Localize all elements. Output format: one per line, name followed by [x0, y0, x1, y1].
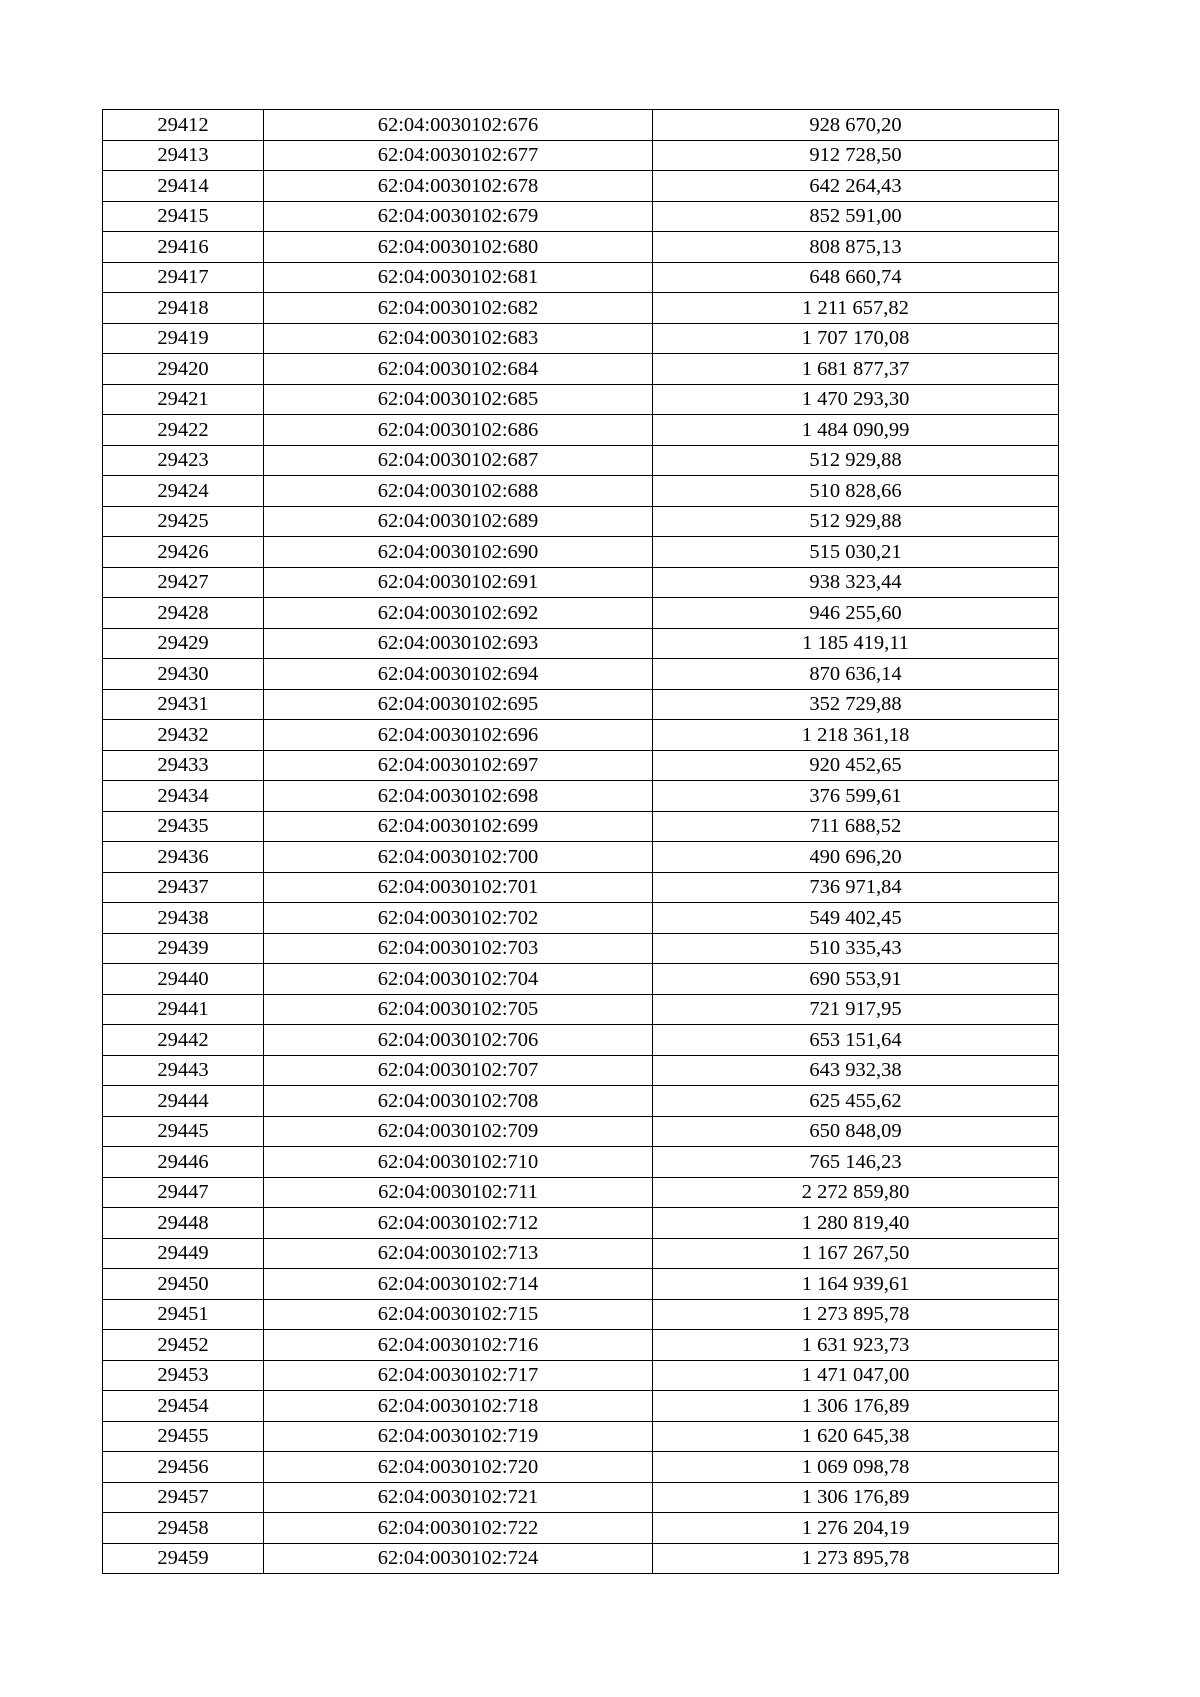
row-number-cell: 29440	[103, 964, 264, 995]
cadastral-number-cell: 62:04:0030102:677	[264, 140, 653, 171]
cadastral-value-cell: 376 599,61	[653, 781, 1059, 812]
row-number-cell: 29448	[103, 1208, 264, 1239]
table-row	[103, 323, 1059, 354]
cadastral-value-cell: 653 151,64	[653, 1025, 1059, 1056]
row-number-cell: 29432	[103, 720, 264, 751]
cadastral-number-cell: 62:04:0030102:684	[264, 354, 653, 385]
row-number-cell: 29427	[103, 567, 264, 598]
cadastral-number-cell: 62:04:0030102:705	[264, 994, 653, 1025]
table-row	[103, 933, 1059, 964]
row-number-cell: 29441	[103, 994, 264, 1025]
cadastral-number-cell: 62:04:0030102:685	[264, 384, 653, 415]
table-row	[103, 476, 1059, 507]
cadastral-value-cell: 1 273 895,78	[653, 1543, 1059, 1574]
cadastral-value-cell: 1 185 419,11	[653, 628, 1059, 659]
row-number-cell: 29439	[103, 933, 264, 964]
cadastral-number-cell: 62:04:0030102:686	[264, 415, 653, 446]
cadastral-number-cell: 62:04:0030102:706	[264, 1025, 653, 1056]
cadastral-number-cell: 62:04:0030102:693	[264, 628, 653, 659]
table-row	[103, 1299, 1059, 1330]
cadastral-value-cell: 1 167 267,50	[653, 1238, 1059, 1269]
cadastral-value-cell: 870 636,14	[653, 659, 1059, 690]
table-row	[103, 506, 1059, 537]
table-row	[103, 1330, 1059, 1361]
table-row	[103, 354, 1059, 385]
row-number-cell: 29413	[103, 140, 264, 171]
cadastral-number-cell: 62:04:0030102:696	[264, 720, 653, 751]
table-row	[103, 1452, 1059, 1483]
row-number-cell: 29438	[103, 903, 264, 934]
cadastral-number-cell: 62:04:0030102:682	[264, 293, 653, 324]
table-row	[103, 1208, 1059, 1239]
table-row	[103, 1238, 1059, 1269]
cadastral-number-cell: 62:04:0030102:680	[264, 232, 653, 263]
row-number-cell: 29434	[103, 781, 264, 812]
row-number-cell: 29455	[103, 1421, 264, 1452]
cadastral-value-cell: 1 620 645,38	[653, 1421, 1059, 1452]
row-number-cell: 29428	[103, 598, 264, 629]
cadastral-value-cell: 625 455,62	[653, 1086, 1059, 1117]
row-number-cell: 29446	[103, 1147, 264, 1178]
row-number-cell: 29453	[103, 1360, 264, 1391]
table-row	[103, 537, 1059, 568]
table-row	[103, 415, 1059, 446]
row-number-cell: 29436	[103, 842, 264, 873]
cadastral-value-cell: 1 631 923,73	[653, 1330, 1059, 1361]
row-number-cell: 29424	[103, 476, 264, 507]
row-number-cell: 29442	[103, 1025, 264, 1056]
cadastral-number-cell: 62:04:0030102:708	[264, 1086, 653, 1117]
row-number-cell: 29425	[103, 506, 264, 537]
table-row	[103, 1055, 1059, 1086]
cadastral-value-cell: 946 255,60	[653, 598, 1059, 629]
cadastral-number-cell: 62:04:0030102:702	[264, 903, 653, 934]
row-number-cell: 29416	[103, 232, 264, 263]
table-row	[103, 781, 1059, 812]
cadastral-value-cell: 1 069 098,78	[653, 1452, 1059, 1483]
row-number-cell: 29459	[103, 1543, 264, 1574]
table-row	[103, 232, 1059, 263]
row-number-cell: 29422	[103, 415, 264, 446]
table-row	[103, 811, 1059, 842]
row-number-cell: 29420	[103, 354, 264, 385]
cadastral-value-cell: 1 280 819,40	[653, 1208, 1059, 1239]
table-row	[103, 171, 1059, 202]
table-row	[103, 110, 1059, 141]
table-row	[103, 964, 1059, 995]
cadastral-number-cell: 62:04:0030102:709	[264, 1116, 653, 1147]
cadastral-value-cell: 928 670,20	[653, 110, 1059, 141]
cadastral-number-cell: 62:04:0030102:715	[264, 1299, 653, 1330]
cadastral-number-cell: 62:04:0030102:721	[264, 1482, 653, 1513]
cadastral-number-cell: 62:04:0030102:703	[264, 933, 653, 964]
table-row	[103, 1543, 1059, 1574]
cadastral-value-cell: 808 875,13	[653, 232, 1059, 263]
cadastral-number-cell: 62:04:0030102:687	[264, 445, 653, 476]
cadastral-number-cell: 62:04:0030102:714	[264, 1269, 653, 1300]
cadastral-number-cell: 62:04:0030102:701	[264, 872, 653, 903]
table-row	[103, 384, 1059, 415]
table-row	[103, 1391, 1059, 1422]
cadastral-number-cell: 62:04:0030102:719	[264, 1421, 653, 1452]
cadastral-number-cell: 62:04:0030102:713	[264, 1238, 653, 1269]
cadastral-value-cell: 643 932,38	[653, 1055, 1059, 1086]
cadastral-number-cell: 62:04:0030102:700	[264, 842, 653, 873]
table-row	[103, 842, 1059, 873]
cadastral-value-cell: 852 591,00	[653, 201, 1059, 232]
cadastral-value-cell: 549 402,45	[653, 903, 1059, 934]
table-row	[103, 1269, 1059, 1300]
row-number-cell: 29433	[103, 750, 264, 781]
row-number-cell: 29437	[103, 872, 264, 903]
cadastral-value-cell: 1 306 176,89	[653, 1391, 1059, 1422]
row-number-cell: 29423	[103, 445, 264, 476]
cadastral-number-cell: 62:04:0030102:724	[264, 1543, 653, 1574]
table-row	[103, 1025, 1059, 1056]
row-number-cell: 29412	[103, 110, 264, 141]
cadastral-value-cell: 642 264,43	[653, 171, 1059, 202]
cadastral-value-cell: 1 273 895,78	[653, 1299, 1059, 1330]
cadastral-number-cell: 62:04:0030102:688	[264, 476, 653, 507]
cadastral-value-cell: 1 276 204,19	[653, 1513, 1059, 1544]
cadastral-value-cell: 515 030,21	[653, 537, 1059, 568]
cadastral-value-cell: 352 729,88	[653, 689, 1059, 720]
cadastral-number-cell: 62:04:0030102:716	[264, 1330, 653, 1361]
cadastral-number-cell: 62:04:0030102:711	[264, 1177, 653, 1208]
table-row	[103, 262, 1059, 293]
table-row	[103, 1421, 1059, 1452]
table-row	[103, 201, 1059, 232]
cadastral-number-cell: 62:04:0030102:678	[264, 171, 653, 202]
cadastral-number-cell: 62:04:0030102:712	[264, 1208, 653, 1239]
table-row	[103, 903, 1059, 934]
cadastral-number-cell: 62:04:0030102:676	[264, 110, 653, 141]
row-number-cell: 29429	[103, 628, 264, 659]
cadastral-number-cell: 62:04:0030102:697	[264, 750, 653, 781]
cadastral-value-cell: 512 929,88	[653, 445, 1059, 476]
cadastral-value-cell: 510 335,43	[653, 933, 1059, 964]
row-number-cell: 29447	[103, 1177, 264, 1208]
row-number-cell: 29445	[103, 1116, 264, 1147]
cadastral-value-cell: 1 164 939,61	[653, 1269, 1059, 1300]
row-number-cell: 29419	[103, 323, 264, 354]
cadastral-value-cell: 648 660,74	[653, 262, 1059, 293]
row-number-cell: 29457	[103, 1482, 264, 1513]
table-row	[103, 994, 1059, 1025]
cadastral-number-cell: 62:04:0030102:720	[264, 1452, 653, 1483]
row-number-cell: 29450	[103, 1269, 264, 1300]
row-number-cell: 29452	[103, 1330, 264, 1361]
row-number-cell: 29430	[103, 659, 264, 690]
row-number-cell: 29449	[103, 1238, 264, 1269]
row-number-cell: 29417	[103, 262, 264, 293]
cadastral-value-cell: 490 696,20	[653, 842, 1059, 873]
cadastral-value-cell: 650 848,09	[653, 1116, 1059, 1147]
cadastral-value-cell: 1 211 657,82	[653, 293, 1059, 324]
cadastral-number-cell: 62:04:0030102:695	[264, 689, 653, 720]
row-number-cell: 29431	[103, 689, 264, 720]
cadastral-number-cell: 62:04:0030102:707	[264, 1055, 653, 1086]
cadastral-value-table	[102, 109, 1059, 1574]
cadastral-number-cell: 62:04:0030102:717	[264, 1360, 653, 1391]
table-row	[103, 628, 1059, 659]
cadastral-value-cell: 690 553,91	[653, 964, 1059, 995]
table-row	[103, 750, 1059, 781]
cadastral-value-cell: 510 828,66	[653, 476, 1059, 507]
row-number-cell: 29451	[103, 1299, 264, 1330]
cadastral-value-cell: 1 707 170,08	[653, 323, 1059, 354]
table-row	[103, 1513, 1059, 1544]
table-row	[103, 140, 1059, 171]
cadastral-value-cell: 1 484 090,99	[653, 415, 1059, 446]
row-number-cell: 29426	[103, 537, 264, 568]
table-row	[103, 689, 1059, 720]
row-number-cell: 29414	[103, 171, 264, 202]
table-row	[103, 1360, 1059, 1391]
table-row	[103, 293, 1059, 324]
row-number-cell: 29443	[103, 1055, 264, 1086]
row-number-cell: 29444	[103, 1086, 264, 1117]
cadastral-number-cell: 62:04:0030102:698	[264, 781, 653, 812]
cadastral-value-cell: 736 971,84	[653, 872, 1059, 903]
table-row	[103, 1482, 1059, 1513]
table-row	[103, 1116, 1059, 1147]
row-number-cell: 29421	[103, 384, 264, 415]
cadastral-value-cell: 765 146,23	[653, 1147, 1059, 1178]
table-row	[103, 1177, 1059, 1208]
cadastral-number-cell: 62:04:0030102:690	[264, 537, 653, 568]
cadastral-number-cell: 62:04:0030102:710	[264, 1147, 653, 1178]
cadastral-number-cell: 62:04:0030102:694	[264, 659, 653, 690]
cadastral-number-cell: 62:04:0030102:681	[264, 262, 653, 293]
cadastral-number-cell: 62:04:0030102:692	[264, 598, 653, 629]
table-row	[103, 445, 1059, 476]
cadastral-value-cell: 1 470 293,30	[653, 384, 1059, 415]
row-number-cell: 29415	[103, 201, 264, 232]
cadastral-value-cell: 1 681 877,37	[653, 354, 1059, 385]
row-number-cell: 29435	[103, 811, 264, 842]
table-row	[103, 598, 1059, 629]
cadastral-value-cell: 1 306 176,89	[653, 1482, 1059, 1513]
cadastral-number-cell: 62:04:0030102:683	[264, 323, 653, 354]
row-number-cell: 29456	[103, 1452, 264, 1483]
cadastral-value-cell: 912 728,50	[653, 140, 1059, 171]
cadastral-value-cell: 920 452,65	[653, 750, 1059, 781]
cadastral-value-cell: 512 929,88	[653, 506, 1059, 537]
cadastral-number-cell: 62:04:0030102:689	[264, 506, 653, 537]
cadastral-value-cell: 938 323,44	[653, 567, 1059, 598]
row-number-cell: 29454	[103, 1391, 264, 1422]
table-row	[103, 720, 1059, 751]
row-number-cell: 29458	[103, 1513, 264, 1544]
cadastral-number-cell: 62:04:0030102:691	[264, 567, 653, 598]
cadastral-number-cell: 62:04:0030102:699	[264, 811, 653, 842]
cadastral-value-cell: 721 917,95	[653, 994, 1059, 1025]
table-row	[103, 567, 1059, 598]
cadastral-number-cell: 62:04:0030102:718	[264, 1391, 653, 1422]
cadastral-value-cell: 2 272 859,80	[653, 1177, 1059, 1208]
table-row	[103, 659, 1059, 690]
table-row	[103, 1147, 1059, 1178]
cadastral-value-cell: 1 218 361,18	[653, 720, 1059, 751]
table-body	[103, 110, 1059, 1574]
cadastral-value-cell: 1 471 047,00	[653, 1360, 1059, 1391]
row-number-cell: 29418	[103, 293, 264, 324]
cadastral-number-cell: 62:04:0030102:722	[264, 1513, 653, 1544]
table-row	[103, 872, 1059, 903]
table-row	[103, 1086, 1059, 1117]
cadastral-number-cell: 62:04:0030102:679	[264, 201, 653, 232]
cadastral-number-cell: 62:04:0030102:704	[264, 964, 653, 995]
cadastral-value-cell: 711 688,52	[653, 811, 1059, 842]
